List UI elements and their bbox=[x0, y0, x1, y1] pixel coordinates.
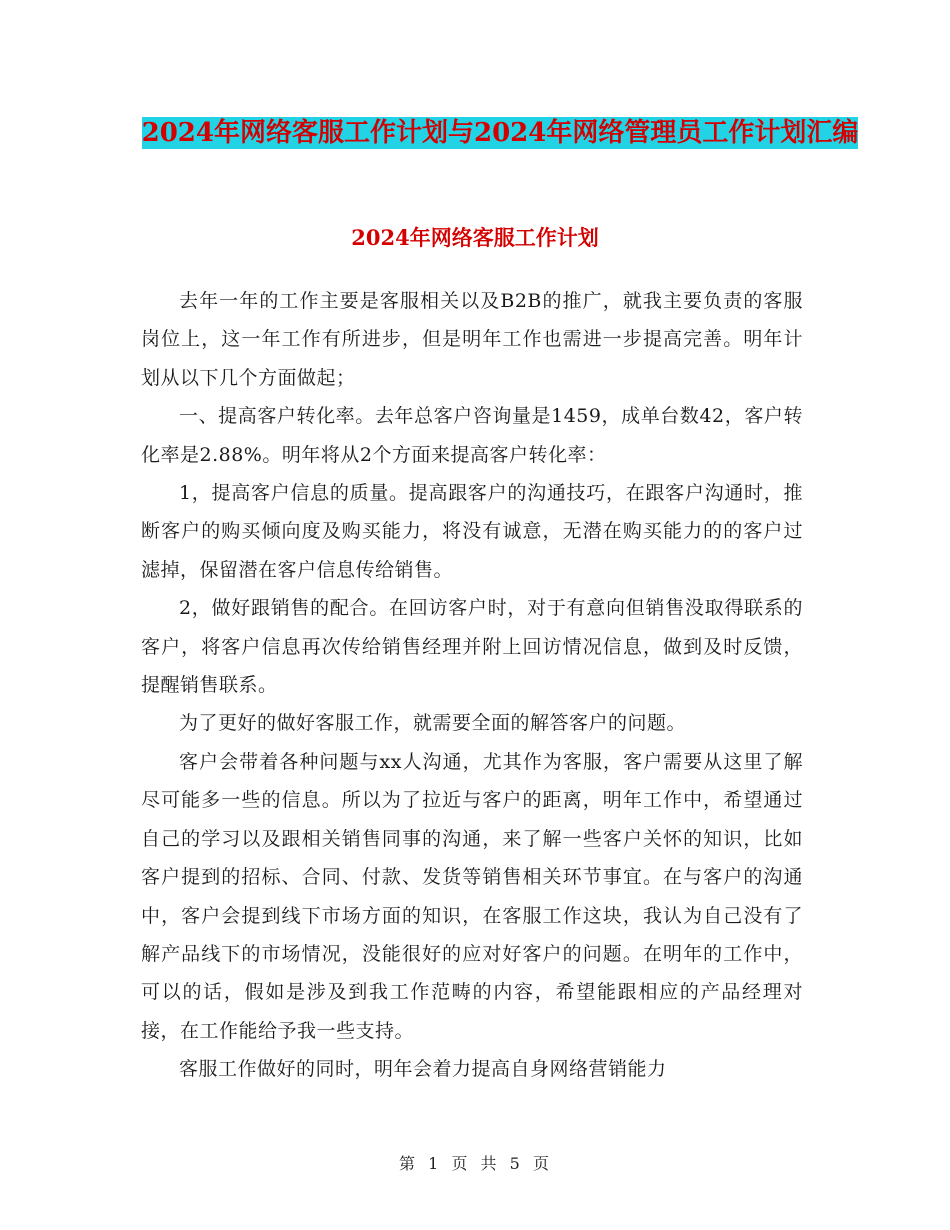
paragraph: 客户会带着各种问题与xx人沟通，尤其作为客服，客户需要从这里了解尽可能多一些的信息。所以为了拉近与客户的距离，明年工作中，希望通过自己的学习以及跟相关销售同事的沟通，来了解一些客户关怀的知识，比如客户提到的招标、合同、付款、发货等销售相关环节事宜。在与客户的沟通中，客户会提到线下市场方面的知识，在客服工作这块，我认为自己没有了解产品线下的市场情况，没能很好的应对好客户的问题。在明年的工作中，可以的话，假如是涉及到我工作范畴的内容，希望能跟相应的产品经理对接，在工作能给予我一些支持。 bbox=[141, 750, 803, 1042]
paragraph: 一、提高客户转化率。去年总客户咨询量是1459，成单台数42，客户转化率是2.88%。明年将从2个方面来提高客户转化率： bbox=[141, 405, 803, 466]
footer-label-unit2: 页 bbox=[532, 1154, 551, 1173]
section-title: 2024年网络客服工作计划 bbox=[351, 225, 599, 250]
document-title bbox=[140, 112, 860, 154]
paragraph: 为了更好的做好客服工作，就需要全面的解答客户的问题。 bbox=[179, 712, 687, 735]
footer-label-unit: 页 bbox=[451, 1154, 470, 1173]
paragraph: 客服工作做好的同时，明年会着力提高自身网络营销能力 bbox=[179, 1058, 667, 1081]
footer-total-pages: 5 bbox=[509, 1154, 522, 1173]
paragraph: 去年一年的工作主要是客服相关以及B2B的推广，就我主要负责的客服岗位上，这一年工作有所进步，但是明年工作也需进一步提高完善。明年计划从以下几个方面做起； bbox=[141, 290, 803, 389]
footer-label-page: 第 bbox=[399, 1154, 418, 1173]
document-title-text: 2024年网络客服工作计划与2024年网络管理员工作计划汇编 bbox=[141, 118, 859, 148]
paragraph: 1，提高客户信息的质量。提高跟客户的沟通技巧，在跟客户沟通时，推断客户的购买倾向度及购买能力，将没有诚意，无潜在购买能力的的客户过滤掉，保留潜在客户信息传给销售。 bbox=[141, 482, 803, 581]
document-body bbox=[141, 282, 803, 1089]
footer-label-total: 共 bbox=[480, 1154, 499, 1173]
footer-current-page: 1 bbox=[428, 1154, 441, 1173]
paragraph: 2，做好跟销售的配合。在回访客户时，对于有意向但销售没取得联系的客户，将客户信息再次传给销售经理并附上回访情况信息，做到及时反馈，提醒销售联系。 bbox=[141, 597, 803, 697]
page-footer bbox=[0, 1152, 950, 1176]
